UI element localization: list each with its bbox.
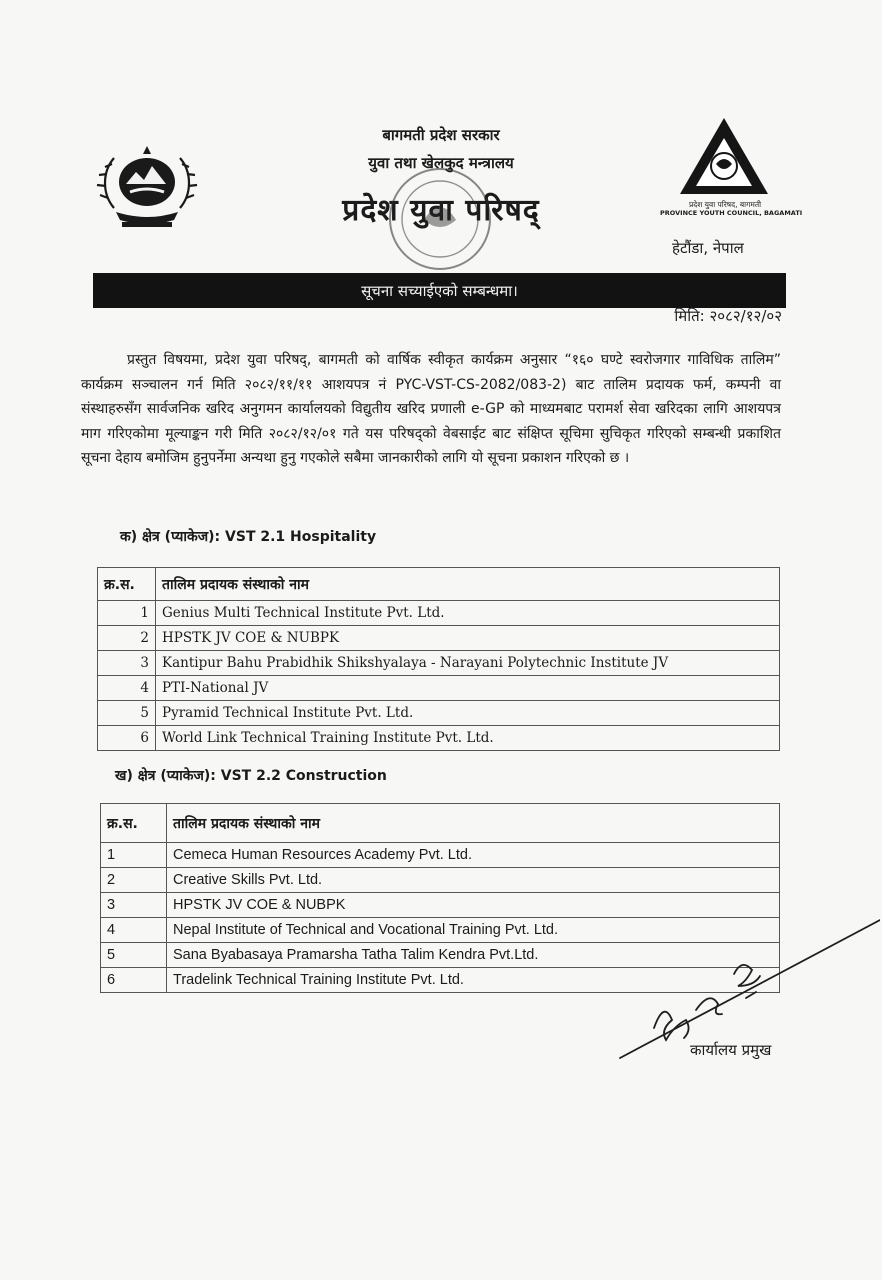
- row-serial: 3: [98, 651, 156, 676]
- row-serial: 4: [98, 676, 156, 701]
- table-row: [101, 843, 780, 868]
- subject-banner: [93, 273, 786, 308]
- table-header-row: [101, 804, 780, 843]
- section-title-hospitality: क) क्षेत्र (प्याकेज): VST 2.1 Hospitality: [120, 529, 377, 545]
- table-row: [98, 701, 780, 726]
- logo-caption-nepali: प्रदेश युवा परिषद, बागमती: [688, 200, 762, 209]
- row-serial: 2: [98, 626, 156, 651]
- logo-caption: [660, 200, 803, 217]
- row-serial: 5: [101, 943, 167, 968]
- handwritten-signature: [610, 910, 880, 1060]
- notice-body: प्रस्तुत विषयमा, प्रदेश युवा परिषद्, बागमती को वार्षिक स्वीकृत कार्यक्रम अनुसार “१६० घण्टे स्वरोजगार गाविधिक तालिम” कार्यक्रम सञ्चालन गर्न मिति २०८२/११/११ आशयपत्र नं PYC-VST-CS-2082/083-2) बाट तालिम प्रदायक फर्म, कम्पनी वा संस्थाहरुसँग सार्वजनिक खरिद अनुगमन कार्यालयको विद्युतीय खरिद प्रणाली e-GP को माध्यमबाट परामर्श सेवा खरिदका लागि आशयपत्र माग गरिएकोमा मूल्याङ्कन गरी मिति २०८२/१२/०१ गते यस परिषद्को वेबसाईट बाट संक्षिप्त सूचिमा सुचिकृत गरिएको सम्बन्धी प्रकाशित सूचना देहाय बमोजिम हुनुपर्नेमा अन्यथा हुनु गएकोले सबैमा जानकारीको लागि यो सूचना प्रकाशन गरिएको छ ।: [81, 352, 781, 467]
- logo-caption-english: PROVINCE YOUTH COUNCIL, BAGAMATI: [660, 209, 803, 217]
- ministry-name: युवा तथा खेलकुद मन्त्रालय: [368, 154, 514, 172]
- column-header-sn: क्र.स.: [101, 804, 167, 843]
- table-row: [98, 601, 780, 626]
- table-row: [101, 868, 780, 893]
- subject-text: सूचना सच्याईएको सम्बन्धमा।: [361, 282, 518, 300]
- youth-council-logo: [676, 114, 772, 198]
- row-serial: 1: [98, 601, 156, 626]
- row-serial: 4: [101, 918, 167, 943]
- table-row: [98, 651, 780, 676]
- row-serial: 6: [98, 726, 156, 751]
- column-header-name: तालिम प्रदायक संस्थाको नाम: [167, 804, 780, 843]
- row-institute-name: Pyramid Technical Institute Pvt. Ltd.: [156, 701, 780, 726]
- row-institute-name: Kantipur Bahu Prabidhik Shikshyalaya - Narayani Polytechnic Institute JV: [156, 651, 780, 676]
- row-serial: 5: [98, 701, 156, 726]
- row-institute-name: HPSTK JV COE & NUBPK: [156, 626, 780, 651]
- column-header-sn: क्र.स.: [98, 568, 156, 601]
- row-institute-name: Cemeca Human Resources Academy Pvt. Ltd.: [167, 843, 780, 868]
- row-institute-name: Nepal Institute of Technical and Vocational Training Pvt. Ltd.: [167, 918, 780, 943]
- row-institute-name: Tradelink Technical Training Institute Pvt. Ltd.: [167, 968, 780, 993]
- office-stamp: [378, 160, 502, 278]
- notice-date: मिति: २०८२/१२/०२: [674, 307, 782, 325]
- office-location: हेटौंडा, नेपाल: [672, 239, 744, 257]
- signatory-title: कार्यालय प्रमुख: [690, 1041, 772, 1059]
- organization-title: प्रदेश युवा परिषद्: [342, 193, 540, 228]
- row-institute-name: Sana Byabasaya Pramarsha Tatha Talim Kendra Pvt.Ltd.: [167, 943, 780, 968]
- row-serial: 1: [101, 843, 167, 868]
- table-header-row: [98, 568, 780, 601]
- row-institute-name: PTI-National JV: [156, 676, 780, 701]
- table-row: [98, 726, 780, 751]
- row-serial: 2: [101, 868, 167, 893]
- table-row: [98, 626, 780, 651]
- table-row: [98, 676, 780, 701]
- row-institute-name: Creative Skills Pvt. Ltd.: [167, 868, 780, 893]
- row-institute-name: Genius Multi Technical Institute Pvt. Ltd.: [156, 601, 780, 626]
- row-institute-name: HPSTK JV COE & NUBPK: [167, 893, 780, 918]
- government-name: बागमती प्रदेश सरकार: [382, 126, 500, 144]
- column-header-name: तालिम प्रदायक संस्थाको नाम: [156, 568, 780, 601]
- hospitality-shortlist-table: [97, 567, 780, 751]
- section-title-construction: ख) क्षेत्र (प्याकेज): VST 2.2 Construction: [115, 768, 387, 784]
- row-institute-name: World Link Technical Training Institute Pvt. Ltd.: [156, 726, 780, 751]
- row-serial: 3: [101, 893, 167, 918]
- coat-of-arms-emblem: [94, 138, 200, 234]
- row-serial: 6: [101, 968, 167, 993]
